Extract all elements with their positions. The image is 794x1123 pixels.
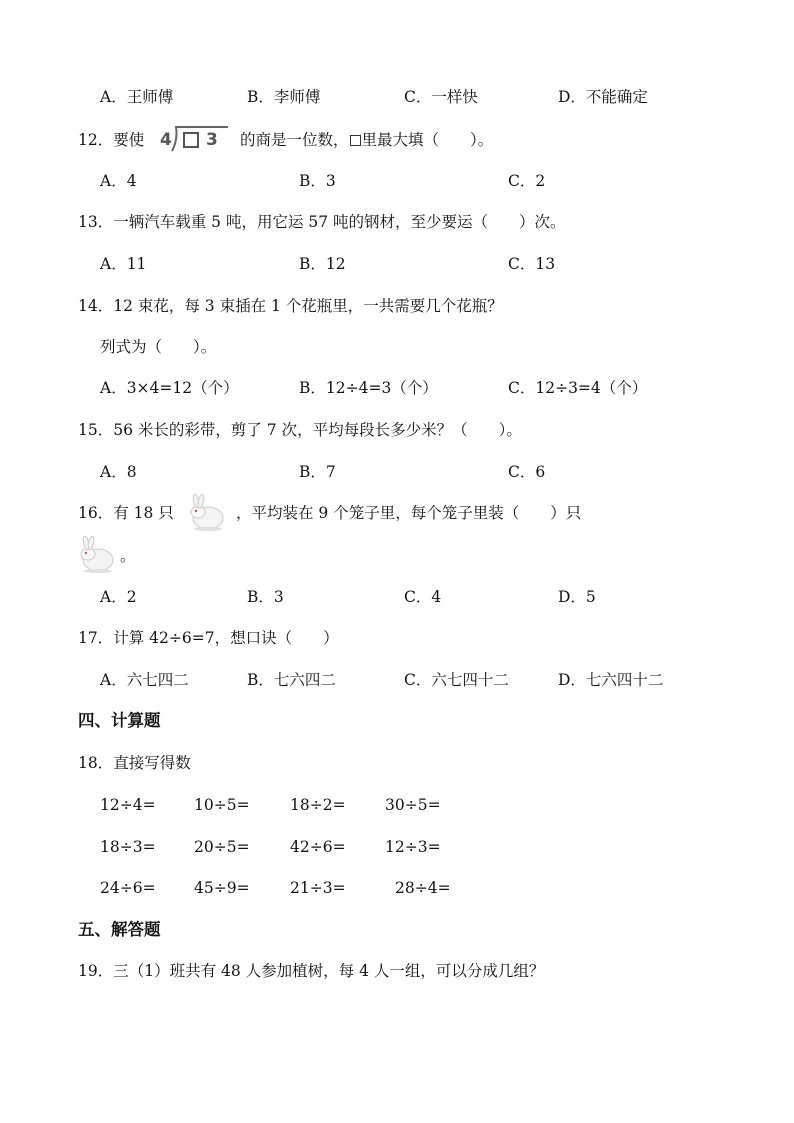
q16-stem-b: ，平均装在 9 个笼子里，每个笼子里装（ ）只 <box>236 504 582 522</box>
q17-option-a: A．六七四二 <box>100 671 189 689</box>
q16-option-d: D．5 <box>558 588 596 606</box>
q17-stem: 17．计算 42÷6=7，想口诀（ ） <box>78 629 339 647</box>
q17-option-b: B．七六四二 <box>247 671 336 689</box>
q16-option-b: B．3 <box>247 588 284 606</box>
q12-stem-rest <box>240 130 493 150</box>
q15-stem: 15．56 米长的彩带，剪了 7 次，平均每段长多少米？（ ）。 <box>78 421 522 439</box>
q16-stem-a: 16．有 18 只 <box>78 504 174 522</box>
q19-stem: 19．三（1）班共有 48 人参加植树，每 4 人一组，可以分成几组？ <box>78 962 545 980</box>
division-bracket-icon <box>158 124 232 154</box>
q17-option-d: D．七六四十二 <box>558 671 664 689</box>
calc-item: 12÷4= <box>100 796 156 814</box>
q14-option-a: A．3×4=12（个） <box>100 379 239 397</box>
calc-item: 45÷9= <box>194 879 250 897</box>
q11-option-a: A．王师傅 <box>100 88 174 106</box>
q12-stem <box>78 130 144 150</box>
q14-option-b: B．12÷4=3（个） <box>299 379 438 397</box>
section-heading-calculation: 四、计算题 <box>78 711 161 730</box>
q12-number: 12．要使 <box>78 131 145 149</box>
q13-option-c: C．13 <box>508 255 556 273</box>
q12-text-after: 的商是一位数， <box>240 131 349 149</box>
q15-option-b: B．7 <box>299 463 336 481</box>
q17-option-c: C．六七四十二 <box>404 671 509 689</box>
q16-stem-c: 。 <box>120 547 136 565</box>
q16-option-c: C．4 <box>404 588 442 606</box>
calc-item: 28÷4= <box>395 879 451 897</box>
rabbit-icon <box>76 536 118 574</box>
q12-text-end: 里最大填（ ）。 <box>361 131 494 149</box>
calc-item: 12÷3= <box>385 838 441 856</box>
q15-option-c: C．6 <box>508 463 546 481</box>
calc-item: 30÷5= <box>385 796 441 814</box>
q12-option-b: B．3 <box>299 172 336 190</box>
q12-option-c: C．2 <box>508 172 546 190</box>
section-heading-word-problems: 五、解答题 <box>78 920 161 939</box>
q13-option-b: B．12 <box>299 255 346 273</box>
dividend-digit: 3 <box>206 130 218 150</box>
q11-option-b: B．李师傅 <box>247 88 321 106</box>
calc-item: 20÷5= <box>194 838 250 856</box>
q16-option-a: A．2 <box>100 588 137 606</box>
q13-stem: 13．一辆汽车载重 5 吨，用它运 57 吨的钢材，至少要运（ ）次。 <box>78 213 566 231</box>
q14-stem: 14．12 束花，每 3 束插在 1 个花瓶里，一共需要几个花瓶？ <box>78 297 503 315</box>
q12-option-a: A．4 <box>100 172 137 190</box>
calc-item: 42÷6= <box>290 838 346 856</box>
blank-square-icon <box>184 133 198 147</box>
calc-item: 10÷5= <box>194 796 250 814</box>
rabbit-icon <box>186 494 228 532</box>
blank-square-icon <box>350 135 361 146</box>
calc-item: 18÷3= <box>100 838 156 856</box>
divisor: 4 <box>160 130 172 150</box>
q15-option-a: A．8 <box>100 463 137 481</box>
long-division-figure <box>158 124 232 154</box>
q18-stem: 18．直接写得数 <box>78 754 191 772</box>
q11-option-d: D．不能确定 <box>558 88 648 106</box>
q14-stem-2: 列式为（ ）。 <box>100 338 217 356</box>
calc-item: 18÷2= <box>290 796 346 814</box>
q14-option-c: C．12÷3=4（个） <box>508 379 648 397</box>
calc-item: 21÷3= <box>290 879 346 897</box>
calc-item: 24÷6= <box>100 879 156 897</box>
q11-option-c: C．一样快 <box>404 88 478 106</box>
q13-option-a: A．11 <box>100 255 147 273</box>
